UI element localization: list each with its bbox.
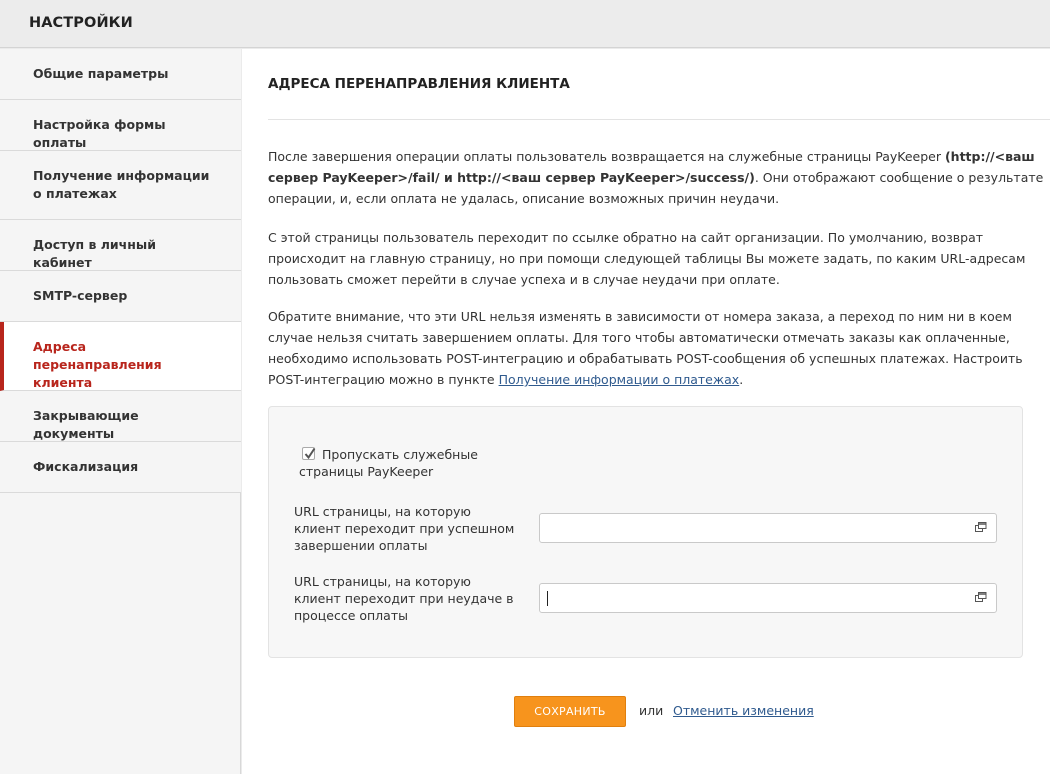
header-title: НАСТРОЙКИ (29, 15, 133, 31)
sidebar-item-general[interactable] (0, 49, 241, 100)
fail-url-label: URL страницы, на которую клиент переходит при неудаче в процессе оплаты (294, 574, 514, 623)
intro-text-start: После завершения операции оплаты пользователь возвращается на служебные страницы PayKeeper (268, 149, 945, 164)
main-content (242, 49, 1050, 774)
skip-pages-label: Пропускать служебные страницы PayKeeper (299, 447, 478, 479)
sidebar-item-payment-info[interactable] (0, 151, 241, 220)
success-url-label: URL страницы, на которую клиент переходит при успешном завершении оплаты (294, 504, 515, 553)
sidebar-item-label: SMTP-сервер (33, 288, 128, 303)
sidebar-item-label: Настройка формы оплаты (33, 117, 166, 150)
sidebar-item-label: Доступ в личный кабинет (33, 237, 156, 270)
popup-icon[interactable] (975, 522, 987, 533)
page-title: АДРЕСА ПЕРЕНАПРАВЛЕНИЯ КЛИЕНТА (268, 76, 570, 92)
sidebar-item-payment-form[interactable] (0, 100, 241, 151)
fail-url-input[interactable] (539, 583, 997, 613)
sidebar-item-smtp[interactable] (0, 271, 241, 322)
sidebar-item-label: Фискализация (33, 459, 139, 474)
payment-info-link[interactable]: Получение информации о платежах (498, 372, 740, 387)
cancel-changes-link[interactable]: Отменить изменения (673, 703, 814, 718)
sidebar-item-redirect-urls[interactable] (0, 322, 241, 391)
popup-icon[interactable] (975, 592, 987, 603)
settings-header (0, 0, 1050, 48)
or-text: или (639, 703, 664, 718)
intro-urls: (http://<ваш сервер PayKeeper>/fail/ и http://<ваш сервер PayKeeper>/success/) (268, 149, 1035, 185)
sidebar-item-fiscalization[interactable] (0, 442, 241, 493)
redirect-settings-panel (268, 406, 1023, 658)
settings-sidebar (0, 49, 241, 774)
sidebar-item-label: Получение информации о платежах (33, 168, 210, 201)
notice-paragraph (268, 306, 1050, 390)
notice-end: . (739, 372, 744, 387)
notice-text: Обратите внимание, что эти URL нельзя изменять в зависимости от номера заказа, а переход по ним ни в коем случае нельзя считать завершением оплаты. Для того чтобы автоматически отмечать заказы как оплаченные, необходимо использовать POST-интеграцию и обрабатывать POST-сообщения об успешных платежах. Настроить POST-интеграцию можно в пункте (268, 309, 1023, 387)
intro-text-end: . Они отображают сообщение о результате операции, и, если оплата не удалась, описание возможных причин неудачи. (268, 170, 1044, 206)
intro-paragraph (268, 146, 1050, 209)
sidebar-item-closing-docs[interactable] (0, 391, 241, 442)
sidebar-item-account-access[interactable] (0, 220, 241, 271)
sidebar-item-label: Адреса перенаправления клиента (33, 339, 162, 390)
title-divider (268, 119, 1050, 120)
sidebar-item-label: Общие параметры (33, 66, 169, 81)
save-button[interactable]: СОХРАНИТЬ (514, 696, 626, 727)
default-redirect-paragraph: С этой страницы пользователь переходит по ссылке обратно на сайт организации. По умолчанию, возврат происходит на главную страницу, но при помощи следующей таблицы Вы можете задать, по каким URL-адресам пользовать сможет перейти в случае успеха и в случае неудачи при оплате. (268, 230, 1026, 287)
sidebar-item-label: Закрывающие документы (33, 408, 139, 441)
text-caret (547, 591, 548, 606)
success-url-input[interactable] (539, 513, 997, 543)
